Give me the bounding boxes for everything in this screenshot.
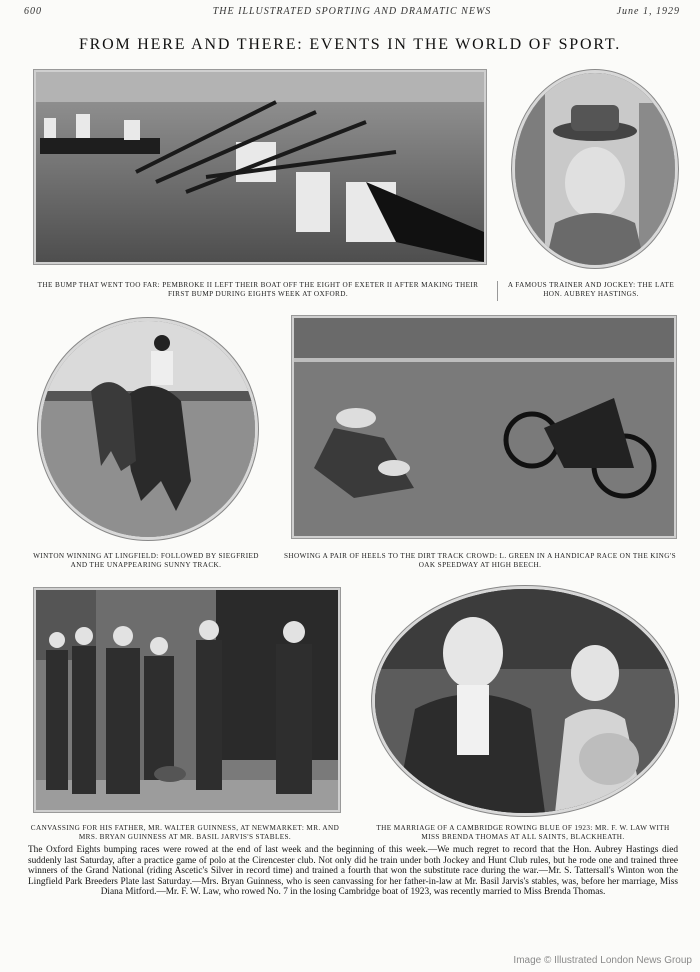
photo-rowing-crash — [34, 70, 486, 264]
photo-horse-race — [38, 318, 258, 540]
caption-guinness: CANVASSING FOR HIS FATHER, MR. WALTER GUINNESS, AT NEWMARKET: MR. AND MRS. BRYAN GUINNESS AT MR. BASIL JARVIS'S STABLES. — [30, 824, 340, 841]
page-number: 600 — [24, 6, 42, 17]
running-head — [24, 6, 680, 20]
caption-rowing: THE BUMP THAT WENT TOO FAR: PEMBROKE II LEFT THEIR BOAT OFF THE EIGHT OF EXETER II AFTER MAKING THEIR FIRST BUMP DURING EIGHTS WEEK AT OXFORD. — [37, 281, 479, 298]
photo-speedway-crash — [292, 316, 676, 538]
image-credit: Image © Illustrated London News Group — [513, 955, 692, 966]
article-body — [28, 845, 678, 898]
article-paragraph: The Oxford Eights bumping races were rowed at the end of last week and the beginning of this week.—We much regret to record that the Hon. Aubrey Hastings died suddenly last Saturday, after a practice game of polo at the Cirencester club. Not only did he train under both Jockey and Hunt Club rules, but he rode one and trained three winners of the Grand National (riding Ascetic's Silver in record time) and trained a fourth that won the substitute race during the war.—Mr. S. Tattersall's Winton won the Lingfield Park Breeders Plate last Saturday.—Mrs. Bryan Guinness, who is seen canvassing for her father-in-law at Mr. Basil Jarvis's stables, was, before her marriage, Miss Diana Mitford.—Mr. F. W. Law, who rowed No. 7 in the losing Cambridge boat of 1923, was recently married to Miss Brenda Thomas. — [28, 845, 678, 898]
caption-speedway: SHOWING A PAIR OF HEELS TO THE DIRT TRACK CROWD: L. GREEN IN A HANDICAP RACE ON THE KING'S OAK SPEEDWAY AT HIGH BEECH. — [284, 552, 676, 569]
caption-racing: WINTON WINNING AT LINGFIELD: FOLLOWED BY SIEGFRIED AND THE UNAPPEARING SUNNY TRACK. — [33, 552, 259, 569]
photo-trainer-portrait — [512, 70, 678, 268]
caption-trainer: A FAMOUS TRAINER AND JOCKEY: THE LATE HON. AUBREY HASTINGS. — [507, 281, 675, 298]
page-headline: FROM HERE AND THERE: EVENTS IN THE WORLD OF SPORT. — [78, 36, 622, 53]
caption-divider — [497, 281, 498, 301]
issue-date: June 1, 1929 — [616, 6, 680, 17]
photo-wedding-couple — [372, 586, 678, 816]
photo-stables-group — [34, 588, 340, 812]
magazine-title: THE ILLUSTRATED SPORTING AND DRAMATIC NEWS — [212, 6, 492, 17]
caption-wedding: THE MARRIAGE OF A CAMBRIDGE ROWING BLUE OF 1923: MR. F. W. LAW WITH MISS BRENDA THOMAS AT ALL SAINTS, BLACKHEATH. — [376, 824, 670, 841]
